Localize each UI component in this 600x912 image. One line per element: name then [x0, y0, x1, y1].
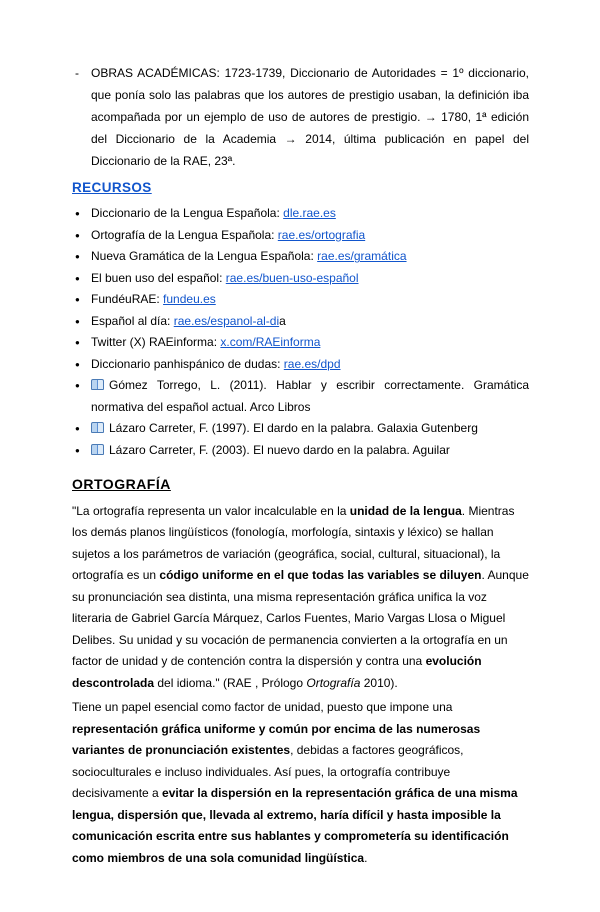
bullet-icon: ●: [75, 445, 80, 455]
book-icon: [91, 444, 104, 455]
ortografia-heading: ORTOGRAFÍA: [72, 476, 171, 493]
list-item-text: [91, 225, 529, 246]
list-item-text: [91, 332, 529, 353]
bullet-icon: ●: [75, 209, 80, 219]
text-run: FundéuRAE:: [91, 292, 164, 307]
text-run: . Mientras los demás planos lingüísticos (fonología, morfología, sintaxis y léxico) se hallan sujetos a los parámetros de variación (geográfica, social, cultural, situacional), la ortografía es un: [72, 504, 515, 583]
text-run: Lázaro Carreter, F. (2003). El nuevo dardo en la palabra. Aguilar: [109, 442, 450, 457]
list-item: [72, 311, 529, 332]
hyperlink[interactable]: rae.es/buen-uso-español: [225, 270, 359, 285]
book-icon: [91, 422, 104, 433]
recursos-heading: RECURSOS: [72, 180, 152, 196]
text-run: Tiene un papel esencial como factor de unidad, puesto que impone una: [72, 700, 453, 715]
list-item: [72, 440, 529, 461]
bullet-icon: ●: [75, 252, 80, 262]
text-run: unidad de la lengua: [349, 504, 462, 519]
text-run: , debidas a factores geográficos, socioculturales e incluso individuales. Así pues, la ortografía contribuye decisivamente a: [72, 743, 464, 801]
list-item-text: [91, 440, 529, 461]
list-item: [72, 289, 529, 310]
text-run: 2010).: [360, 675, 398, 690]
recursos-list: [72, 203, 529, 461]
list-item-text: [91, 246, 529, 267]
text-run: código uniforme en el que todas las variables se diluyen: [159, 568, 482, 583]
list-item-text: [91, 375, 529, 418]
bullet-icon: ●: [75, 295, 80, 305]
text-run: del idioma." (RAE , Prólogo: [154, 675, 307, 690]
text-run: Español al día:: [91, 313, 174, 328]
text-run: evolución descontrolada: [72, 654, 482, 690]
text-run: OBRAS ACADÉMICAS: 1723-1739, Diccionario de Autoridades = 1º diccionario, que ponía solo las palabras que los autores de prestigio usaban, la definición iba acompañada por un ejemplo de uso de autores de prestigio. → 1780, 1ª edición del Diccionario de la Academia → 2014, última publicación en papel del Diccionario de la RAE, 23ª.: [91, 66, 529, 169]
hyperlink[interactable]: rae.es/espanol-al-di: [173, 313, 280, 328]
bullet-icon: ●: [75, 424, 80, 434]
list-item: [72, 375, 529, 418]
list-item: [72, 203, 529, 224]
bullet-icon: ●: [75, 359, 80, 369]
list-item-text: [91, 354, 529, 375]
text-run: Twitter (X) RAEinforma:: [91, 335, 221, 350]
text-run: . Aunque su pronunciación sea distinta, una misma representación gráfica unifica la voz literaria de Gabriel García Márquez, Carlos Fuentes, Mario Vargas Llosa o Miguel Delibes. Su unidad y su vocación de permanencia convierten a la ortografía en un factor de unidad y de contención contra la dispersión y contra una: [72, 568, 529, 669]
text-run: El buen uso del español:: [91, 270, 226, 285]
list-item: [72, 246, 529, 267]
bullet-icon: ●: [75, 381, 80, 391]
list-item: [72, 225, 529, 246]
ortografia-paragraph-1: [72, 501, 529, 694]
hyperlink[interactable]: x.com/RAEinforma: [220, 335, 321, 350]
list-item-text: [91, 311, 529, 332]
dash-bullet: -: [75, 66, 79, 80]
list-item: [72, 418, 529, 439]
text-run: Ortografía de la Lengua Española:: [91, 227, 278, 242]
bullet-icon: ●: [75, 338, 80, 348]
hyperlink[interactable]: rae.es/gramática: [317, 249, 407, 264]
text-run: .: [364, 850, 368, 865]
list-item: [72, 268, 529, 289]
intro-list-item: [72, 62, 529, 172]
bullet-icon: ●: [75, 273, 80, 283]
text-run: representación gráfica uniforme y común por encima de las numerosas variantes de pronunciación existentes: [72, 721, 481, 758]
text-run: Diccionario de la Lengua Española:: [91, 206, 284, 221]
text-run: a: [279, 313, 286, 328]
text-run: Lázaro Carreter, F. (1997). El dardo en la palabra. Galaxia Gutenberg: [109, 421, 478, 436]
list-item-text: [91, 289, 529, 310]
ortografia-paragraph-2: [72, 697, 529, 869]
hyperlink[interactable]: rae.es/ortografia: [277, 227, 366, 242]
intro-text: [91, 62, 529, 172]
list-item: [72, 332, 529, 353]
bullet-icon: ●: [75, 230, 80, 240]
book-icon: [91, 379, 104, 390]
text-run: Nueva Gramática de la Lengua Española:: [91, 249, 318, 264]
text-run: Diccionario panhispánico de dudas:: [91, 356, 284, 371]
list-item: [72, 354, 529, 375]
hyperlink[interactable]: fundeu.es: [163, 292, 216, 307]
hyperlink[interactable]: dle.rae.es: [283, 206, 336, 221]
list-item-text: [91, 268, 529, 289]
list-item-text: [91, 203, 529, 224]
text-run: Gómez Torrego, L. (2011). Hablar y escribir correctamente. Gramática normativa del español actual. Arco Libros: [91, 378, 529, 414]
text-run: "La ortografía representa un valor incalculable en la: [72, 504, 350, 519]
hyperlink[interactable]: rae.es/dpd: [283, 356, 341, 371]
text-run: evitar la dispersión en la representación gráfica de una misma lengua, dispersión que, llevada al extremo, haría difícil y hasta imposible la comunicación escrita entre sus hablantes y comprometería su identificación como miembros de una sola comunidad lingüística: [72, 786, 518, 865]
bullet-icon: ●: [75, 316, 80, 326]
list-item-text: [91, 418, 529, 439]
text-run: Ortografía: [306, 675, 361, 690]
